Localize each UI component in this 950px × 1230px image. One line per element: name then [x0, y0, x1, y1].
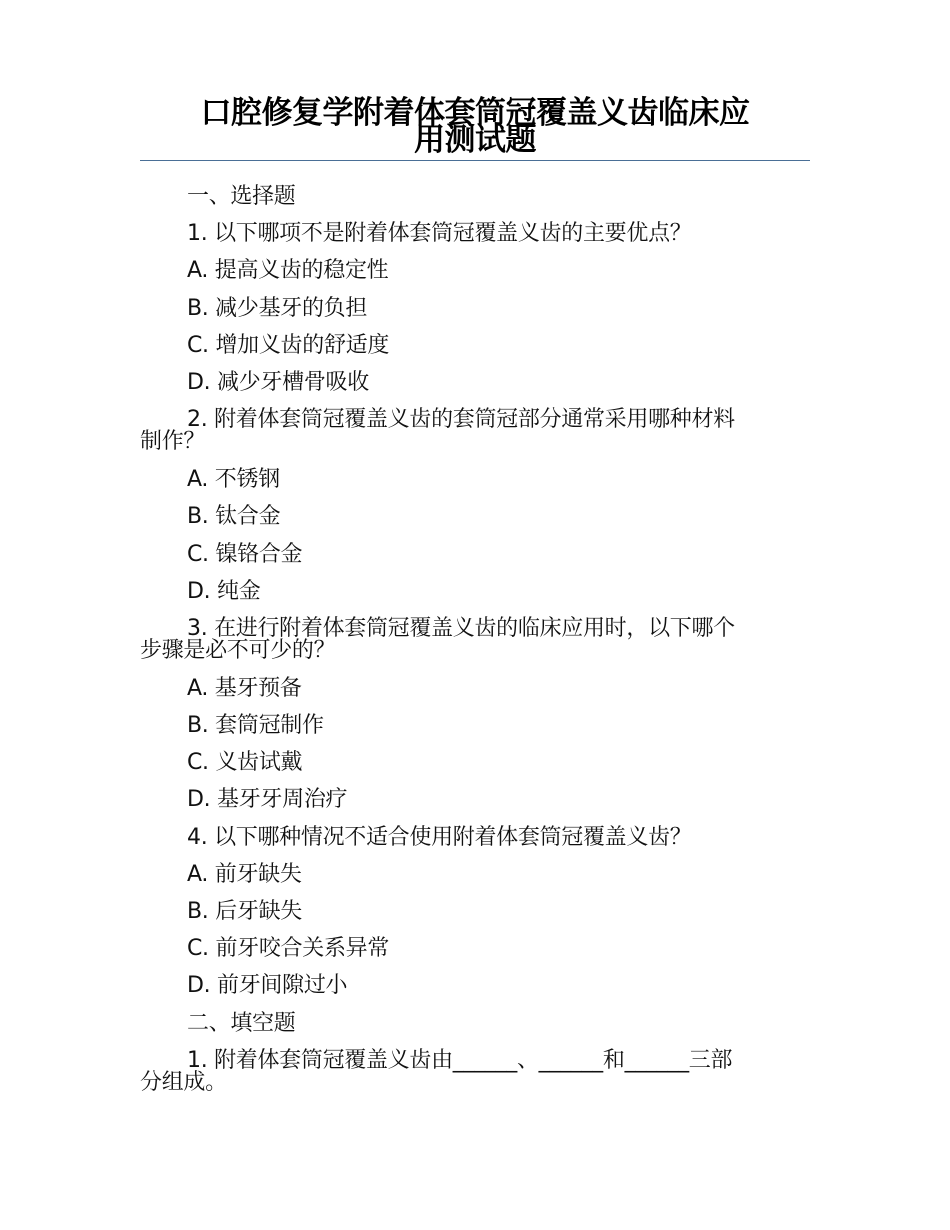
q3-option-b: B. 套筒冠制作: [187, 713, 324, 739]
question-3-line-2: 步骤是必不可少的？: [140, 637, 336, 663]
q4-option-c: C. 前牙咬合关系异常: [187, 936, 390, 962]
fill-question-1: [140, 1042, 812, 1102]
document-body: [140, 178, 820, 1102]
title-line-2: 用测试题: [414, 122, 536, 158]
document-title: [140, 95, 810, 158]
q3-option-a: A. 基牙预备: [187, 675, 302, 701]
question-3: [140, 610, 812, 670]
q1-option-d: D. 减少牙槽骨吸收: [187, 369, 369, 395]
section-heading-fill: 二、填空题: [187, 1010, 296, 1036]
question-1: 1. 以下哪项不是附着体套筒冠覆盖义齿的主要优点？: [187, 221, 692, 247]
q1-option-b: B. 减少基牙的负担: [187, 295, 368, 321]
question-2-line-2: 制作？: [140, 429, 206, 455]
q2-option-b: B. 钛合金: [187, 504, 281, 530]
q2-option-d: D. 纯金: [187, 578, 261, 604]
title-underline: [140, 160, 810, 161]
q2-option-c: C. 镍铬合金: [187, 541, 303, 567]
question-2: [140, 401, 812, 461]
q4-option-b: B. 后牙缺失: [187, 899, 302, 924]
fill-question-1-line-1: 1. 附着体套筒冠覆盖义齿由______、______和______三部: [187, 1047, 733, 1073]
q3-option-c: C. 义齿试戴: [187, 750, 303, 776]
question-3-line-1: 3. 在进行附着体套筒冠覆盖义齿的临床应用时，以下哪个: [187, 615, 735, 641]
q1-option-a: A. 提高义齿的稳定性: [187, 258, 389, 284]
fill-question-1-line-2: 分组成。: [140, 1069, 227, 1095]
q1-option-c: C. 增加义齿的舒适度: [187, 332, 390, 358]
question-4: 4. 以下哪种情况不适合使用附着体套筒冠覆盖义齿？: [187, 824, 692, 850]
q4-option-a: A. 前牙缺失: [187, 861, 302, 887]
question-2-line-1: 2. 附着体套筒冠覆盖义齿的套筒冠部分通常采用哪种材料: [187, 407, 735, 433]
title-line-1: 口腔修复学附着体套筒冠覆盖义齿临床应: [200, 95, 750, 131]
q3-option-d: D. 基牙牙周治疗: [187, 787, 348, 813]
q2-option-a: A. 不锈钢: [187, 467, 280, 493]
q4-option-d: D. 前牙间隙过小: [187, 973, 348, 999]
section-heading-choice: 一、选择题: [187, 184, 296, 209]
